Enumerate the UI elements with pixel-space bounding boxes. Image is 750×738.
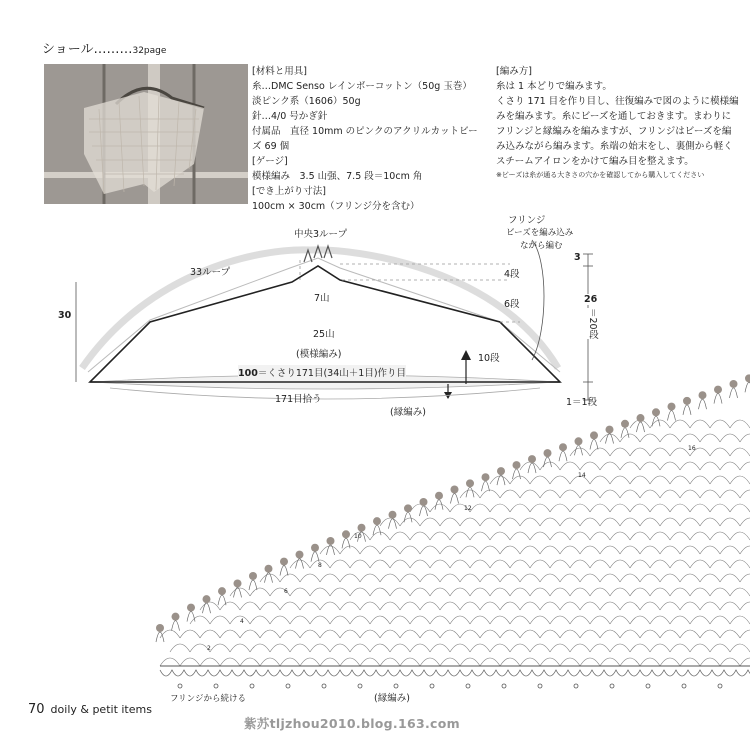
pick-up-label: 171目拾う	[275, 394, 322, 405]
edging-label: (縁編み)	[390, 407, 426, 418]
row-number: 6	[284, 588, 288, 595]
materials-line: ズ 69 個	[252, 141, 290, 152]
method-block	[496, 64, 746, 181]
method-line: みを編みます。糸にビーズを通しておきます。まわりに	[496, 111, 732, 122]
watermark: 紫苏tljzhou2010.blog.163.com	[244, 716, 460, 731]
row-number: 2	[207, 645, 211, 652]
method-note: ※ビーズは糸が通る大きさの穴かを確認してから購入してください	[496, 171, 705, 179]
page-footer	[28, 702, 152, 717]
row-number: 16	[688, 445, 696, 452]
method-line: 糸は 1 本どりで編みます。	[496, 81, 612, 92]
row-number: 4	[240, 618, 244, 625]
row-number: 12	[464, 505, 472, 512]
body-rows: ＝20段	[587, 308, 598, 340]
yama-7-label: 7山	[314, 293, 330, 304]
method-line: スチームアイロンをかけて編み目を整えます。	[496, 156, 694, 167]
height-dimension: 30	[58, 310, 72, 321]
method-line: くさり 171 目を作り目し、往復編みで図のように模様編	[496, 96, 739, 107]
center-loop-label: 中央3ループ	[294, 229, 348, 240]
rows-10-label: 10段	[478, 353, 500, 364]
page-number: 70	[28, 702, 45, 717]
rows-6-label: 6段	[504, 299, 520, 310]
edging-label: (縁編み)	[374, 693, 410, 704]
shawl-photo	[44, 64, 248, 204]
fringe-label: フリンジ	[508, 215, 546, 226]
row-number: 14	[578, 472, 586, 479]
rows-4-label: 4段	[504, 269, 520, 280]
chain-foundation-label: 100＝くさり171目(34山＋1目)作り目	[238, 365, 406, 379]
method-line: フリンジと縁編みを編みますが、フリンジはビーズを編	[496, 126, 732, 137]
page-title: ショール………32page	[42, 42, 167, 57]
top-dimension: 3	[574, 252, 581, 263]
fringe-continue-label: フリンジから続ける	[170, 694, 246, 704]
loop-count-label: 33ループ	[190, 267, 231, 278]
fringe-note: ビーズを編み込み	[506, 228, 574, 238]
materials-line: 付属品 直径 10mm のピンクのアクリルカットビー	[252, 126, 478, 137]
row-number: 8	[318, 562, 322, 569]
row-number: 10	[354, 533, 362, 540]
edge-rows: 1＝1段	[566, 397, 598, 408]
size-text: 100cm × 30cm（フリンジ分を含む）	[252, 201, 420, 212]
book-title: doily & petit items	[50, 703, 152, 716]
crochet-chart	[150, 370, 750, 700]
gauge-text: 模様編み 3.5 山强、7.5 段＝10cm 角	[252, 171, 423, 182]
pattern-label: (模様編み)	[296, 349, 342, 360]
size-heading: [でき上がり寸法]	[252, 186, 326, 197]
gauge-heading: [ゲージ]	[252, 156, 288, 167]
fringe-note: ながら編む	[520, 241, 563, 251]
body-dimension: 26	[584, 294, 598, 305]
materials-block	[252, 64, 492, 214]
materials-heading: [材料と用具]	[252, 66, 307, 77]
materials-line: 淡ピンク系（1606）50g	[252, 96, 361, 107]
yama-25-label: 25山	[313, 329, 335, 340]
materials-line: 針…4/0 号かぎ針	[252, 111, 328, 122]
method-line: み込みながら編みます。糸端の始末をし、裏側から軽く	[496, 141, 733, 152]
materials-line: 糸…DMC Senso レインボーコットン（50g 玉巻）	[252, 81, 472, 92]
method-heading: [編み方]	[496, 66, 532, 77]
